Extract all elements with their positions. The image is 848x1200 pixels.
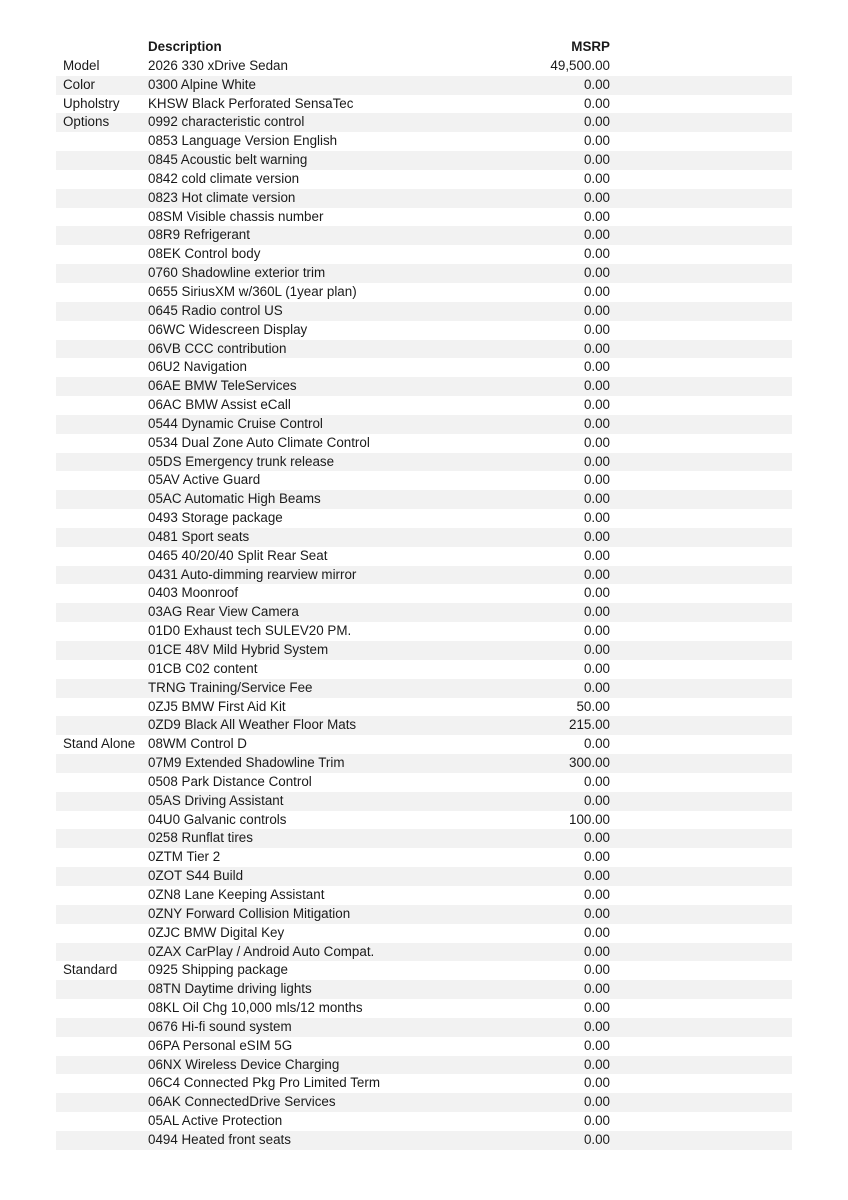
- table-row: [56, 415, 792, 434]
- table-row: [56, 848, 792, 867]
- table-row: [56, 208, 792, 227]
- table-row: [56, 641, 792, 660]
- header-msrp: MSRP: [571, 39, 610, 54]
- row-msrp: 0.00: [583, 736, 610, 752]
- row-description: 0ZJC BMW Digital Key: [148, 924, 285, 940]
- row-description: 05AC Automatic High Beams: [148, 491, 321, 507]
- row-description: 06NX Wireless Device Charging: [148, 1056, 340, 1072]
- table-row: [56, 698, 792, 717]
- row-msrp: 0.00: [583, 962, 610, 978]
- table-row: [56, 396, 792, 415]
- row-description: 08TN Daytime driving lights: [148, 981, 312, 997]
- table-row: [56, 679, 792, 698]
- table-row: [56, 453, 792, 472]
- table-row: [56, 358, 792, 377]
- table-row: [56, 1018, 792, 1037]
- row-description: 0992 characteristic control: [148, 114, 305, 130]
- table-row: [56, 811, 792, 830]
- row-category: Options: [63, 114, 110, 130]
- row-description: 05DS Emergency trunk release: [148, 453, 335, 469]
- row-msrp: 215.00: [569, 717, 610, 733]
- table-row: [56, 754, 792, 773]
- table-row: [56, 603, 792, 622]
- row-description: 01CE 48V Mild Hybrid System: [148, 642, 329, 657]
- row-msrp: 0.00: [583, 886, 610, 902]
- table-row: [56, 547, 792, 566]
- row-description: 0ZJ5 BMW First Aid Kit: [148, 698, 286, 714]
- row-msrp: 0.00: [583, 943, 610, 959]
- row-description: KHSW Black Perforated SensaTec: [148, 95, 354, 111]
- row-description: TRNG Training/Service Fee: [148, 679, 313, 695]
- row-description: 0493 Storage package: [148, 510, 283, 526]
- table-row: [56, 471, 792, 490]
- table-row: [56, 1074, 792, 1093]
- row-description: 0300 Alpine White: [148, 76, 256, 92]
- table-row: [56, 490, 792, 509]
- table-row: [56, 1150, 792, 1169]
- row-description: 0ZN8 Lane Keeping Assistant: [148, 886, 325, 902]
- row-msrp: 0.00: [583, 905, 610, 921]
- row-msrp: 0.00: [583, 152, 610, 168]
- row-msrp: 50.00: [576, 698, 610, 714]
- table-row: [56, 377, 792, 396]
- row-description: 0ZTM Tier 2: [148, 849, 221, 865]
- row-description: 05AV Active Guard: [148, 472, 261, 488]
- row-msrp: 0.00: [583, 114, 610, 130]
- table-row: [56, 132, 792, 151]
- row-msrp: 0.00: [583, 453, 610, 469]
- row-msrp: 0.00: [583, 1000, 610, 1016]
- row-description: 0481 Sport seats: [148, 528, 250, 544]
- row-description: 03AG Rear View Camera: [148, 604, 299, 620]
- row-msrp: 0.00: [583, 679, 610, 695]
- table-row: [56, 905, 792, 924]
- row-msrp: 0.00: [583, 1037, 610, 1053]
- table-row: [56, 566, 792, 585]
- table-row: [56, 321, 792, 340]
- header-description: Description: [148, 39, 222, 54]
- table-row: [56, 57, 792, 76]
- row-description: 06AC BMW Assist eCall: [148, 397, 291, 413]
- row-description: 0ZNY Forward Collision Mitigation: [148, 905, 351, 921]
- table-body: [56, 57, 792, 1169]
- row-description: 08EK Control body: [148, 246, 261, 262]
- row-description: 05AL Active Protection: [148, 1113, 283, 1129]
- row-msrp: 0.00: [583, 792, 610, 808]
- row-description: 06C4 Connected Pkg Pro Limited Term: [148, 1075, 380, 1091]
- table-row: [56, 76, 792, 95]
- row-description: 08SM Visible chassis number: [148, 208, 324, 224]
- row-msrp: 0.00: [583, 246, 610, 262]
- row-msrp: 0.00: [583, 981, 610, 997]
- row-description: 0494 Heated front seats: [148, 1131, 291, 1147]
- row-description: 0508 Park Distance Control: [148, 773, 312, 789]
- row-description: 06U2 Navigation: [148, 359, 248, 375]
- row-msrp: 0.00: [583, 849, 610, 865]
- row-description: 0ZD9 Black All Weather Floor Mats: [148, 717, 357, 733]
- row-description: 08R9 Refrigerant: [148, 227, 250, 243]
- row-description: 0465 40/20/40 Split Rear Seat: [148, 547, 328, 563]
- row-category: Upholstry: [63, 95, 120, 111]
- row-msrp: 0.00: [583, 1113, 610, 1129]
- row-msrp: 0.00: [583, 302, 610, 318]
- row-description: 0ZAX CarPlay / Android Auto Compat.: [148, 943, 375, 959]
- row-msrp: 0.00: [583, 660, 610, 676]
- row-msrp: 0.00: [583, 868, 610, 884]
- row-msrp: 0.00: [583, 1094, 610, 1110]
- table-row: [56, 924, 792, 943]
- row-category: Stand Alone: [63, 736, 136, 752]
- row-description: 0845 Acoustic belt warning: [148, 152, 308, 168]
- row-description: 01CB C02 content: [148, 660, 258, 676]
- row-msrp: 0.00: [583, 340, 610, 356]
- row-description: 04U0 Galvanic controls: [148, 811, 287, 827]
- table-row: [56, 302, 792, 321]
- table-row: [56, 1093, 792, 1112]
- row-msrp: 0.00: [583, 321, 610, 337]
- row-msrp: 0.00: [583, 566, 610, 582]
- row-msrp: 49,500.00: [550, 57, 610, 73]
- row-description: 0760 Shadowline exterior trim: [148, 265, 326, 281]
- row-msrp: 0.00: [583, 1056, 610, 1072]
- row-description: 0544 Dynamic Cruise Control: [148, 415, 323, 431]
- row-msrp: 0.00: [583, 170, 610, 186]
- row-description: 0823 Hot climate version: [148, 189, 296, 205]
- row-description: 0853 Language Version English: [148, 133, 338, 149]
- table-row: [56, 1037, 792, 1056]
- row-msrp: 0.00: [583, 528, 610, 544]
- table-row: [56, 151, 792, 170]
- table-row: [56, 999, 792, 1018]
- row-msrp: 0.00: [583, 208, 610, 224]
- row-description: 06WC Widescreen Display: [148, 321, 308, 337]
- row-msrp: 0.00: [583, 434, 610, 450]
- row-description: 08KL Oil Chg 10,000 mls/12 months: [148, 1000, 363, 1016]
- row-description: 0534 Dual Zone Auto Climate Control: [148, 434, 370, 450]
- row-msrp: 0.00: [583, 189, 610, 205]
- row-msrp: 0.00: [583, 227, 610, 243]
- row-msrp: 0.00: [583, 359, 610, 375]
- row-description: 07M9 Extended Shadowline Trim: [148, 755, 345, 771]
- row-description: 0645 Radio control US: [148, 302, 283, 318]
- row-description: 05AS Driving Assistant: [148, 792, 284, 808]
- table-row: [56, 867, 792, 886]
- row-msrp: 0.00: [583, 1075, 610, 1091]
- row-description: 0676 Hi-fi sound system: [148, 1018, 292, 1034]
- table-row: [56, 189, 792, 208]
- row-msrp: 0.00: [583, 265, 610, 281]
- row-msrp: 100.00: [569, 811, 610, 827]
- table-row: [56, 95, 792, 114]
- row-description: 0655 SiriusXM w/360L (1year plan): [148, 283, 357, 299]
- row-msrp: 0.00: [583, 604, 610, 620]
- row-description: 08WM Control D: [148, 736, 247, 752]
- table-row: [56, 961, 792, 980]
- table-row: [56, 434, 792, 453]
- row-msrp: 0.00: [583, 1018, 610, 1034]
- row-msrp: 0.00: [583, 397, 610, 413]
- row-msrp: 0.00: [583, 378, 610, 394]
- table-row: [56, 283, 792, 302]
- table-row: [56, 735, 792, 754]
- row-msrp: 0.00: [583, 623, 610, 639]
- table-row: [56, 660, 792, 679]
- row-msrp: 0.00: [583, 642, 610, 657]
- row-msrp: 0.00: [583, 283, 610, 299]
- price-sheet: [56, 38, 792, 1169]
- row-category: Standard: [63, 962, 118, 978]
- row-msrp: 0.00: [583, 133, 610, 149]
- row-msrp: 0.00: [583, 510, 610, 526]
- row-msrp: 0.00: [583, 491, 610, 507]
- row-msrp: 0.00: [583, 585, 610, 601]
- row-description: 0ZOT S44 Build: [148, 868, 244, 884]
- table-row: [56, 792, 792, 811]
- row-category: Model: [63, 57, 100, 73]
- table-row: [56, 528, 792, 547]
- row-msrp: 0.00: [583, 773, 610, 789]
- table-row: [56, 264, 792, 283]
- row-description: 0403 Moonroof: [148, 585, 239, 601]
- row-description: 0258 Runflat tires: [148, 830, 253, 846]
- row-description: 0925 Shipping package: [148, 962, 288, 978]
- row-category: Color: [63, 76, 95, 92]
- row-description: 0842 cold climate version: [148, 170, 300, 186]
- row-msrp: 0.00: [583, 830, 610, 846]
- table-row: [56, 1112, 792, 1131]
- row-msrp: 0.00: [583, 76, 610, 92]
- table-row: [56, 829, 792, 848]
- table-header: [56, 38, 792, 57]
- row-msrp: 0.00: [583, 547, 610, 563]
- row-msrp: 0.00: [583, 472, 610, 488]
- row-description: 01D0 Exhaust tech SULEV20 PM.: [148, 623, 352, 639]
- table-row: [56, 1056, 792, 1075]
- table-row: [56, 245, 792, 264]
- row-msrp: 300.00: [569, 755, 610, 771]
- row-msrp: 0.00: [583, 95, 610, 111]
- table-row: [56, 980, 792, 999]
- table-row: [56, 226, 792, 245]
- row-description: 2026 330 xDrive Sedan: [148, 57, 288, 73]
- row-msrp: 0.00: [583, 415, 610, 431]
- row-description: 0431 Auto-dimming rearview mirror: [148, 566, 357, 582]
- row-description: 06VB CCC contribution: [148, 340, 287, 356]
- table-row: [56, 1131, 792, 1150]
- row-description: 06AE BMW TeleServices: [148, 378, 297, 394]
- table-row: [56, 113, 792, 132]
- row-msrp: 0.00: [583, 924, 610, 940]
- table-row: [56, 886, 792, 905]
- table-row: [56, 170, 792, 189]
- table-row: [56, 340, 792, 359]
- row-msrp: 0.00: [583, 1131, 610, 1147]
- row-description: 06PA Personal eSIM 5G: [148, 1037, 293, 1053]
- table-row: [56, 716, 792, 735]
- table-row: [56, 773, 792, 792]
- table-row: [56, 943, 792, 962]
- table-row: [56, 509, 792, 528]
- table-row: [56, 622, 792, 641]
- row-description: 06AK ConnectedDrive Services: [148, 1094, 336, 1110]
- table-row: [56, 584, 792, 603]
